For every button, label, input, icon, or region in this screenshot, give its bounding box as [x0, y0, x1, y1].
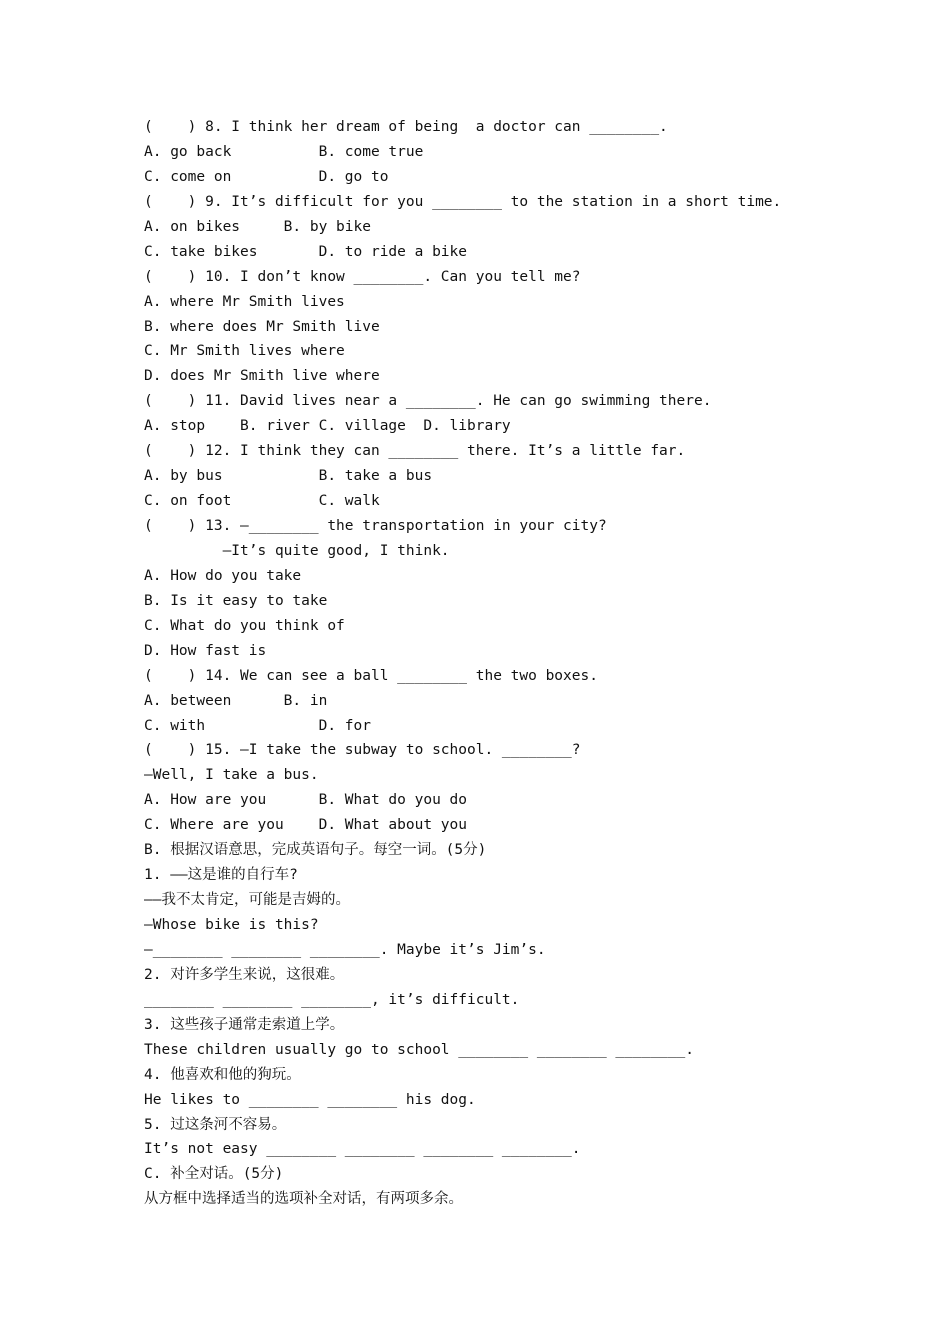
- question-9-options-cd: C. take bikes D. to ride a bike: [144, 243, 468, 260]
- section-b-item-3-prompt: 3. 这些孩子通常走索道上学。: [144, 1016, 345, 1033]
- section-b-item-2-english: ________ ________ ________, it’s difficult.: [144, 991, 520, 1008]
- question-8-options-cd: C. come on D. go to: [144, 168, 389, 185]
- section-b-item-3-english: These children usually go to school ________ ________ ________.: [144, 1041, 694, 1058]
- section-b-heading: B. 根据汉语意思，完成英语句子。每空一词。(5分): [144, 842, 487, 859]
- document-body: [144, 115, 864, 1212]
- section-b-item-1-prompt-a: 1. ——这是谁的自行车?: [144, 867, 298, 884]
- question-10: ( ) 10. I don’t know ________. Can you tell me?: [144, 268, 581, 285]
- question-14-options-ab: A. between B. in: [144, 692, 328, 709]
- question-12: ( ) 12. I think they can ________ there. It’s a little far.: [144, 443, 686, 460]
- question-15: ( ) 15. —I take the subway to school. ________?: [144, 742, 581, 759]
- section-c-instruction: 从方框中选择适当的选项补全对话，有两项多余。: [144, 1191, 463, 1208]
- question-15-options-cd: C. Where are you D. What about you: [144, 817, 468, 834]
- question-13-option-d: D. How fast is: [144, 642, 267, 659]
- question-9: ( ) 9. It’s difficult for you ________ to the station in a short time.: [144, 193, 782, 210]
- section-b-item-1-prompt-b: ——我不太肯定，可能是吉姆的。: [144, 892, 350, 909]
- question-15-options-ab: A. How are you B. What do you do: [144, 792, 468, 809]
- section-b-item-2-prompt: 2. 对许多学生来说，这很难。: [144, 966, 345, 983]
- section-b-item-4-prompt: 4. 他喜欢和他的狗玩。: [144, 1066, 301, 1083]
- section-b-item-4-english: He likes to ________ ________ his dog.: [144, 1091, 476, 1108]
- question-15-reply: —Well, I take a bus.: [144, 767, 319, 784]
- question-11-options: A. stop B. river C. village D. library: [144, 418, 511, 435]
- question-13-option-c: C. What do you think of: [144, 617, 345, 634]
- question-13: ( ) 13. —________ the transportation in your city?: [144, 518, 607, 534]
- question-13-option-a: A. How do you take: [144, 567, 302, 584]
- question-14: ( ) 14. We can see a ball ________ the two boxes.: [144, 667, 598, 684]
- question-10-option-c: C. Mr Smith lives where: [144, 343, 345, 360]
- question-10-option-d: D. does Mr Smith live where: [144, 368, 380, 385]
- question-10-option-b: B. where does Mr Smith live: [144, 318, 380, 335]
- question-13-option-b: B. Is it easy to take: [144, 592, 328, 609]
- question-13-reply: —It’s quite good, I think.: [144, 542, 450, 559]
- section-b-item-5-prompt: 5. 过这条河不容易。: [144, 1116, 287, 1133]
- question-12-options-cd: C. on foot C. walk: [144, 493, 380, 510]
- section-c-heading: C. 补全对话。(5分): [144, 1166, 284, 1183]
- section-b-item-5-english: It’s not easy ________ ________ ________ ________.: [144, 1141, 581, 1158]
- section-b-item-1-english-a: —Whose bike is this?: [144, 917, 319, 933]
- question-9-options-ab: A. on bikes B. by bike: [144, 218, 371, 235]
- section-b-item-1-english-b: —________ ________ ________. Maybe it’s Jim’s.: [144, 941, 546, 958]
- question-8: ( ) 8. I think her dream of being a doctor can ________.: [144, 119, 668, 135]
- question-14-options-cd: C. with D. for: [144, 717, 371, 734]
- question-11: ( ) 11. David lives near a ________. He can go swimming there.: [144, 393, 712, 410]
- question-10-option-a: A. where Mr Smith lives: [144, 293, 345, 310]
- question-12-options-ab: A. by bus B. take a bus: [144, 468, 433, 485]
- question-8-options-ab: A. go back B. come true: [144, 143, 424, 160]
